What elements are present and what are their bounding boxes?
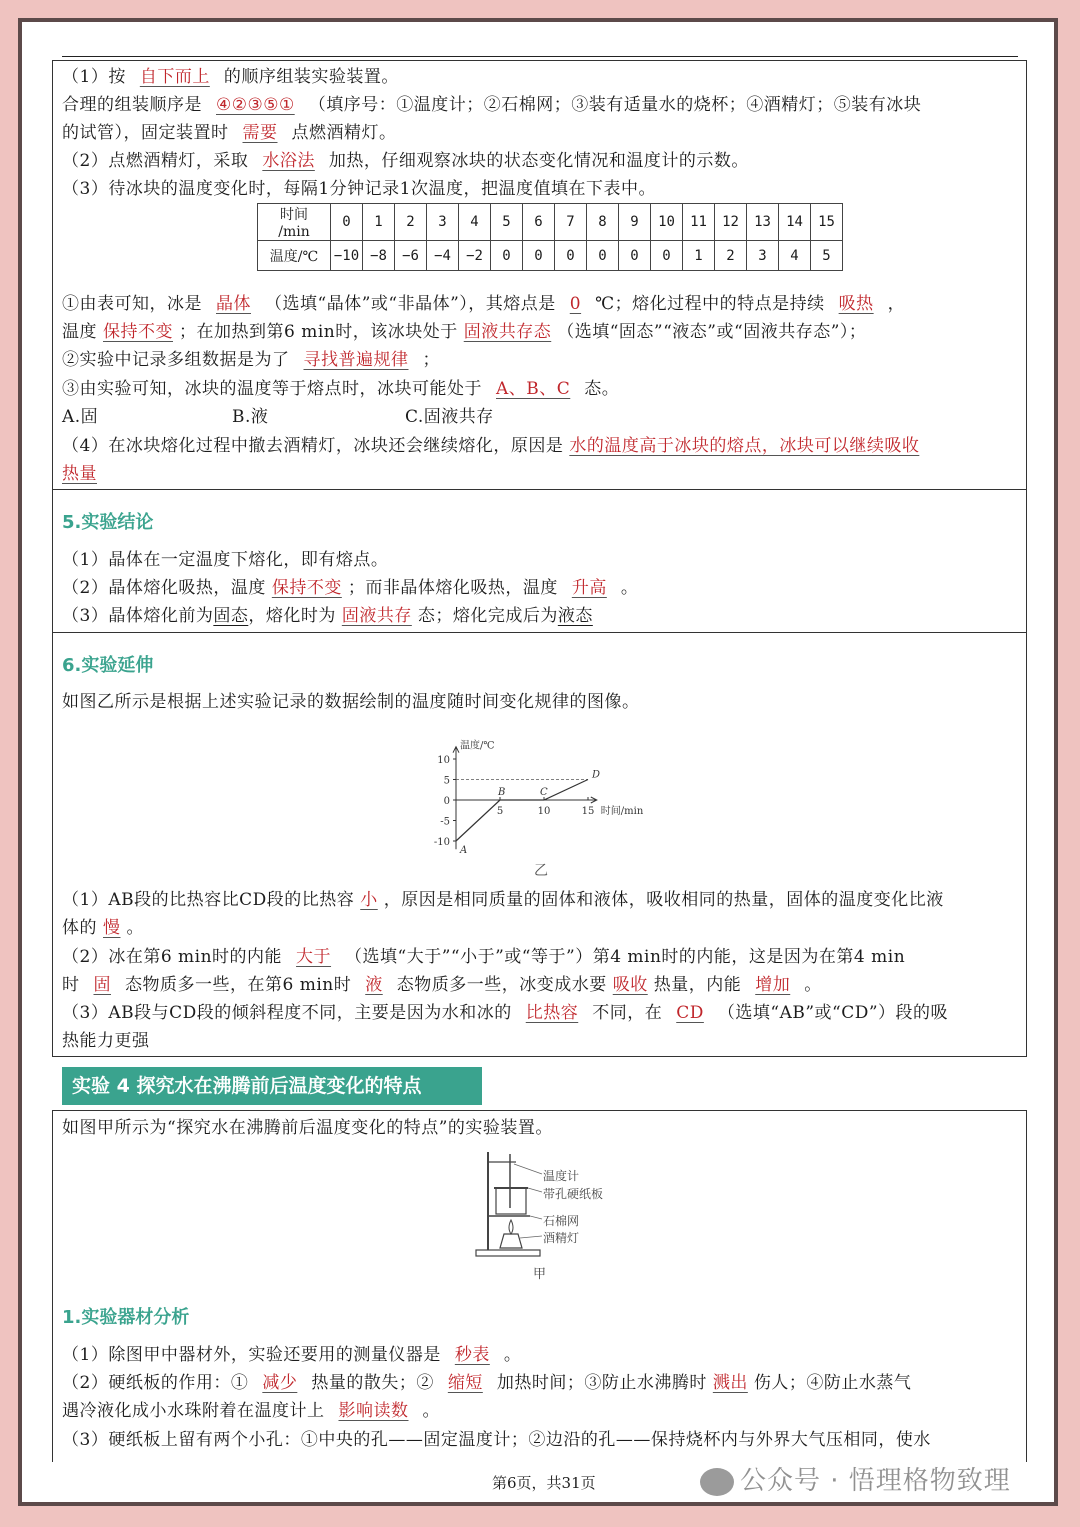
option-a: A.固 bbox=[62, 407, 99, 427]
table-row bbox=[258, 204, 843, 241]
table-cell: 1 bbox=[363, 204, 395, 241]
answer: 大于 bbox=[296, 947, 332, 967]
table-cell: 2 bbox=[395, 204, 427, 241]
exp3-line-1: （1）按 自下而上 的顺序组装实验装置。 bbox=[62, 67, 399, 87]
table-cell: 11 bbox=[683, 204, 715, 241]
exp4-line-1: （1）除图甲中器材外，实验还要用的测量仪器是 秒表 。 bbox=[62, 1345, 522, 1365]
fig-label: 带孔硬纸板 bbox=[543, 1187, 604, 1201]
table-cell: 8 bbox=[587, 204, 619, 241]
answer: ④②③⑤① bbox=[216, 95, 295, 115]
answer: 保持不变 bbox=[103, 322, 173, 342]
table-cell: −8 bbox=[363, 241, 395, 271]
table-cell: 0 bbox=[555, 241, 587, 271]
fig-label: 酒精灯 bbox=[543, 1231, 580, 1245]
x-tick-label: 10 bbox=[537, 806, 551, 817]
answer: 增加 bbox=[755, 975, 791, 995]
y-tick-label: 0 bbox=[443, 796, 450, 807]
table-cell: 0 bbox=[619, 241, 651, 271]
answer: 慢 bbox=[103, 918, 121, 938]
fig-label: 温度计 bbox=[543, 1169, 580, 1183]
lamp-flame bbox=[509, 1220, 513, 1234]
pointer-line bbox=[520, 1236, 542, 1238]
series-line bbox=[456, 780, 588, 842]
table-cell: 1 bbox=[683, 241, 715, 271]
exp3-options bbox=[62, 405, 1022, 429]
sec5-line-3: （3）晶体熔化前为固态，熔化时为 固液共存 态；熔化完成后为液态 bbox=[62, 606, 593, 626]
watermark: 公众号 · 悟理格物致理 bbox=[700, 1460, 1011, 1497]
x-tick-label: 5 bbox=[496, 806, 504, 817]
sec6-line-5: （3）AB段与CD段的倾斜程度不同，主要是因为水和冰的 比热容 不同，在 CD （选填“AB”或“CD”）段的吸 bbox=[62, 1003, 949, 1023]
answer: 比热容 bbox=[525, 1003, 579, 1023]
y-tick-label: -10 bbox=[433, 837, 450, 848]
pointer-line bbox=[530, 1216, 542, 1219]
chart-marks bbox=[456, 770, 600, 857]
table-cell: 10 bbox=[651, 204, 683, 241]
x-tick-label: 15 bbox=[581, 806, 595, 817]
table-cell: 2 bbox=[715, 241, 747, 271]
beaker bbox=[496, 1188, 526, 1214]
answer: 吸收 bbox=[612, 975, 648, 995]
answer: 寻找普遍规律 bbox=[303, 350, 409, 370]
sec5-line-2: （2）晶体熔化吸热，温度 保持不变 ；而非晶体熔化吸热，温度 升高 。 bbox=[62, 578, 639, 598]
table-cell: 12 bbox=[715, 204, 747, 241]
answer: 0 bbox=[569, 294, 582, 314]
answer: 液 bbox=[365, 975, 383, 995]
y-tick-label: 10 bbox=[437, 755, 450, 766]
point-label: D bbox=[592, 769, 601, 781]
table-cell: 7 bbox=[555, 204, 587, 241]
exp4-line-3: 遇冷液化成小水珠附着在温度计上 影响读数 。 bbox=[62, 1401, 440, 1421]
table-cell: 4 bbox=[779, 241, 811, 271]
exp3-line-3: 的试管），固定装置时 需要 点燃酒精灯。 bbox=[62, 123, 397, 143]
answer: 热量 bbox=[62, 464, 97, 484]
answer: 减少 bbox=[262, 1373, 298, 1393]
table-cell: 5 bbox=[491, 204, 523, 241]
option-c: C.固液共存 bbox=[405, 407, 494, 427]
alcohol-lamp bbox=[500, 1234, 522, 1248]
answer: 升高 bbox=[571, 578, 607, 598]
answer: 吸热 bbox=[838, 294, 874, 314]
table-cell: 4 bbox=[459, 204, 491, 241]
table-cell: −10 bbox=[331, 241, 363, 271]
table-cell: 13 bbox=[747, 204, 779, 241]
point-label: A bbox=[460, 845, 468, 856]
point-label: C bbox=[540, 787, 548, 798]
table-cell: 0 bbox=[587, 241, 619, 271]
pointer-line bbox=[528, 1188, 542, 1192]
section-title: 5.实验结论 bbox=[62, 512, 154, 533]
sec6-line-6: 热能力更强 bbox=[62, 1031, 150, 1051]
y-tick-label: 5 bbox=[443, 775, 450, 787]
stand-base bbox=[476, 1250, 540, 1256]
exp4-line-2: （2）硬纸板的作用：① 减少 热量的散失；② 缩短 加热时间；③防止水沸腾时 溅出 伤人；④防止水蒸气 bbox=[62, 1373, 912, 1393]
table-cell: 0 bbox=[651, 241, 683, 271]
answer: 固 bbox=[93, 975, 111, 995]
table-cell: 3 bbox=[747, 241, 779, 271]
table-cell: 0 bbox=[523, 241, 555, 271]
temperature-table bbox=[257, 203, 843, 271]
sec6-line-3: （2）冰在第6 min时的内能 大于 （选填“大于”“小于”或“等于”）第4 min时的内能，这是因为在第4 min bbox=[62, 947, 906, 967]
sec6-line-2: 体的 慢 。 bbox=[62, 918, 144, 938]
exp3-line-9: ③由实验可知，冰块的温度等于熔点时，冰块可能处于 A、B、C 态。 bbox=[62, 379, 620, 399]
answer: 晶体 bbox=[216, 294, 251, 314]
sec6-line-1: （1）AB段的比热容比CD段的比热容 小 ，原因是相同质量的固体和液体，吸收相同的热量，固体的温度变化比液 bbox=[62, 890, 944, 910]
table-cell: 3 bbox=[427, 204, 459, 241]
table-cell: 14 bbox=[779, 204, 811, 241]
section-title: 6.实验延伸 bbox=[62, 655, 154, 676]
exp3-line-7: 温度 保持不变 ；在加热到第6 min时，该冰块处于 固液共存态 （选填“固态”“液态”或“固液共存态”）； bbox=[62, 322, 867, 342]
temperature-time-chart bbox=[420, 722, 670, 882]
x-axis-label: 时间/min bbox=[600, 806, 644, 817]
header-rule bbox=[62, 56, 1018, 57]
fig-caption: 甲 bbox=[533, 1267, 547, 1282]
answer: 秒表 bbox=[454, 1345, 490, 1365]
answer: 水浴法 bbox=[262, 151, 315, 171]
y-axis-label: 温度/℃ bbox=[460, 740, 495, 752]
exp3-line-8: ②实验中记录多组数据是为了 寻找普遍规律 ； bbox=[62, 350, 440, 370]
temp-header: 温度/℃ bbox=[258, 241, 331, 271]
answer: CD bbox=[676, 1003, 704, 1023]
sec6-line-4: 时 固 态物质多一些，在第6 min时 液 态物质多一些，冰变成水要 吸收 热量，内能 增加 。 bbox=[62, 975, 822, 995]
experiment-banner: 实验 4 探究水在沸腾前后温度变化的特点 bbox=[62, 1067, 482, 1105]
wechat-icon bbox=[700, 1468, 734, 1496]
time-header: 时间 /min bbox=[258, 204, 331, 241]
exp3-line-4: （2）点燃酒精灯，采取 水浴法 加热，仔细观察冰块的状态变化情况和温度计的示数。 bbox=[62, 151, 749, 171]
exp3-line-2: 合理的组装顺序是 ④②③⑤① （填序号：①温度计；②石棉网；③装有适量水的烧杯；④酒精灯；⑤装有冰块 bbox=[62, 95, 922, 115]
answer: 影响读数 bbox=[338, 1401, 409, 1421]
table-cell: 0 bbox=[491, 241, 523, 271]
answer: 固液共存态 bbox=[463, 322, 552, 342]
section-title: 1.实验器材分析 bbox=[62, 1307, 190, 1328]
fig-label: 石棉网 bbox=[543, 1214, 580, 1228]
answer: 需要 bbox=[242, 123, 278, 143]
table-cell: 5 bbox=[811, 241, 843, 271]
sec6-intro: 如图乙所示是根据上述实验记录的数据绘制的温度随时间变化规律的图像。 bbox=[62, 692, 640, 712]
exp4-line-4: （3）硬纸板上留有两个小孔：①中央的孔——固定温度计；②边沿的孔——保持烧杯内与外界大气压相同，使水 bbox=[62, 1430, 931, 1450]
pointer-line bbox=[514, 1164, 542, 1174]
answer: 水的温度高于冰块的熔点，冰块可以继续吸收 bbox=[569, 436, 920, 456]
y-tick-label: -5 bbox=[440, 816, 450, 828]
answer: 溅出 bbox=[712, 1373, 748, 1393]
exp3-line-10: （4）在冰块熔化过程中撤去酒精灯，冰块还会继续熔化，原因是 水的温度高于冰块的熔点，冰块可以继续吸收 bbox=[62, 434, 1022, 458]
exp3-line-11 bbox=[62, 462, 1022, 486]
table-cell: −6 bbox=[395, 241, 427, 271]
chart-caption: 乙 bbox=[534, 863, 548, 879]
exp4-intro: 如图甲所示为“探究水在沸腾前后温度变化的特点”的实验装置。 bbox=[62, 1118, 553, 1138]
table-cell: 15 bbox=[811, 204, 843, 241]
table-cell: −2 bbox=[459, 241, 491, 271]
table-cell: −4 bbox=[427, 241, 459, 271]
answer: 自下而上 bbox=[139, 67, 210, 87]
answer: 缩短 bbox=[447, 1373, 483, 1393]
answer: A、B、C bbox=[496, 379, 571, 399]
answer: 小 bbox=[360, 890, 378, 910]
point-label: B bbox=[498, 787, 506, 798]
sec5-line-1: （1）晶体在一定温度下熔化，即有熔点。 bbox=[62, 550, 389, 570]
answer: 保持不变 bbox=[271, 578, 342, 598]
answer: 固液共存 bbox=[341, 606, 412, 626]
table-cell: 0 bbox=[331, 204, 363, 241]
page-number: 第6页，共31页 bbox=[492, 1474, 596, 1492]
table-cell: 6 bbox=[523, 204, 555, 241]
exp3-line-6: ①由表可知，冰是 晶体 （选填“晶体”或“非晶体”），其熔点是 0 ℃；熔化过程中的特点是持续 吸热 ， bbox=[62, 294, 906, 314]
table-row bbox=[258, 241, 843, 271]
exp3-line-5: （3）待冰块的温度变化时，每隔1分钟记录1次温度，把温度值填在下表中。 bbox=[62, 179, 656, 199]
option-b: B.液 bbox=[232, 407, 269, 427]
table-cell: 9 bbox=[619, 204, 651, 241]
